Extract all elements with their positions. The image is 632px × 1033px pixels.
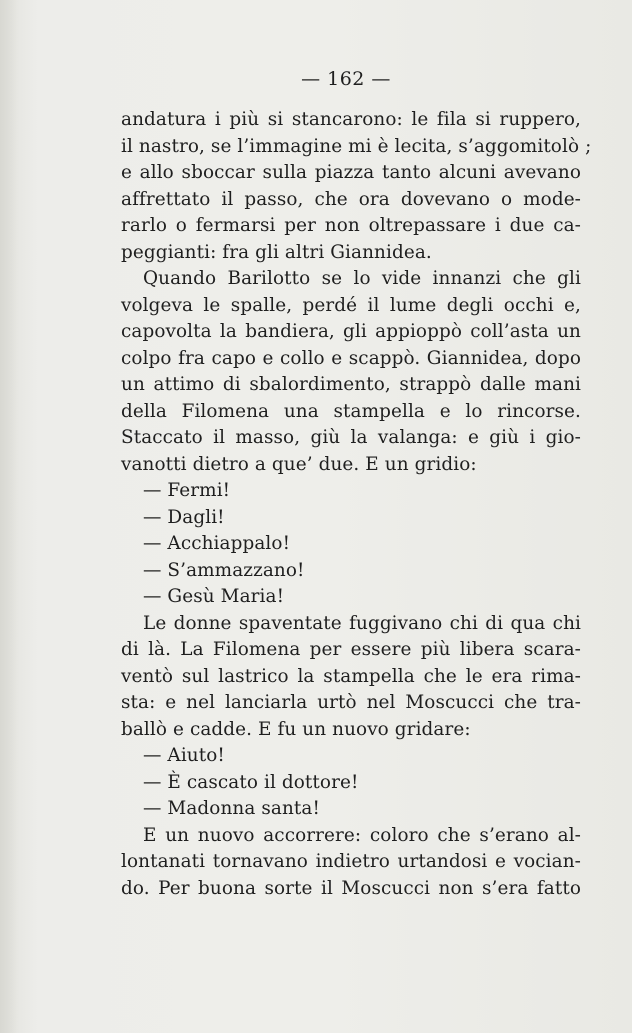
body-text [121,107,592,902]
paragraph-first-line: E un nuovo accorrere: coloro che s’erano al- [143,824,581,846]
paragraph-first-line: Quando Barilotto se lo vide innanzi che gli [143,268,581,289]
text-line: di là. La Filomena per essere più libera scara- [121,639,581,660]
text-line: colpo fra capo e collo e scappò. Giannidea, dopo [121,347,581,369]
text-line: della Filomena una stampella e lo rincorse. [121,400,581,422]
text-line: il nastro, se l’immagine mi è lecita, s’aggomitolò ; [121,135,592,157]
text-line: e allo sboccar sulla piazza tanto alcuni avevano [121,162,581,183]
text-line: Staccato il masso, giù la valanga: e giù i gio- [121,427,581,448]
dialogue-line: — È cascato il dottore! [143,771,359,793]
page-gutter-shadow [0,0,18,1033]
dialogue-line: — Gesù Maria! [143,586,285,607]
page-number: — 162 — [301,68,391,90]
text-line: sta: e nel lanciarla urtò nel Moscucci che tra- [121,692,581,713]
text-line: affrettato il passo, che ora dovevano o mode- [121,188,581,210]
text-line: vanotti dietro a que’ due. E un gridio: [121,453,477,475]
text-line: un attimo di sbalordimento, strappò dalle mani [121,374,581,395]
text-line: volgeva le spalle, perdé il lume degli occhi e, [121,294,581,316]
dialogue-line: — Acchiappalo! [143,533,291,554]
dialogue-line: — Aiuto! [143,745,225,766]
text-line: capovolta la bandiera, gli appioppò coll’asta un [121,321,581,342]
dialogue-line: — S’ammazzano! [143,559,305,581]
dialogue-line: — Fermi! [143,480,231,501]
text-line: do. Per buona sorte il Moscucci non s’era fatto [121,877,581,899]
dialogue-line: — Dagli! [143,506,225,528]
text-line: lontanati tornavano indietro urtandosi e vocian- [121,851,581,872]
text-line: ventò sul lastrico la stampella che le era rima- [121,665,581,687]
text-line: andatura i più si stancarono: le fila si ruppero, [121,109,581,130]
paragraph-first-line: Le donne spaventate fuggivano chi di qua chi [143,612,581,634]
text-line: peggianti: fra gli altri Giannidea. [121,241,432,263]
dialogue-line: — Madonna santa! [143,798,320,819]
text-line: ballò e cadde. E fu un nuovo gridare: [121,718,471,740]
text-line: rarlo o fermarsi per non oltrepassare i due ca- [121,215,581,236]
